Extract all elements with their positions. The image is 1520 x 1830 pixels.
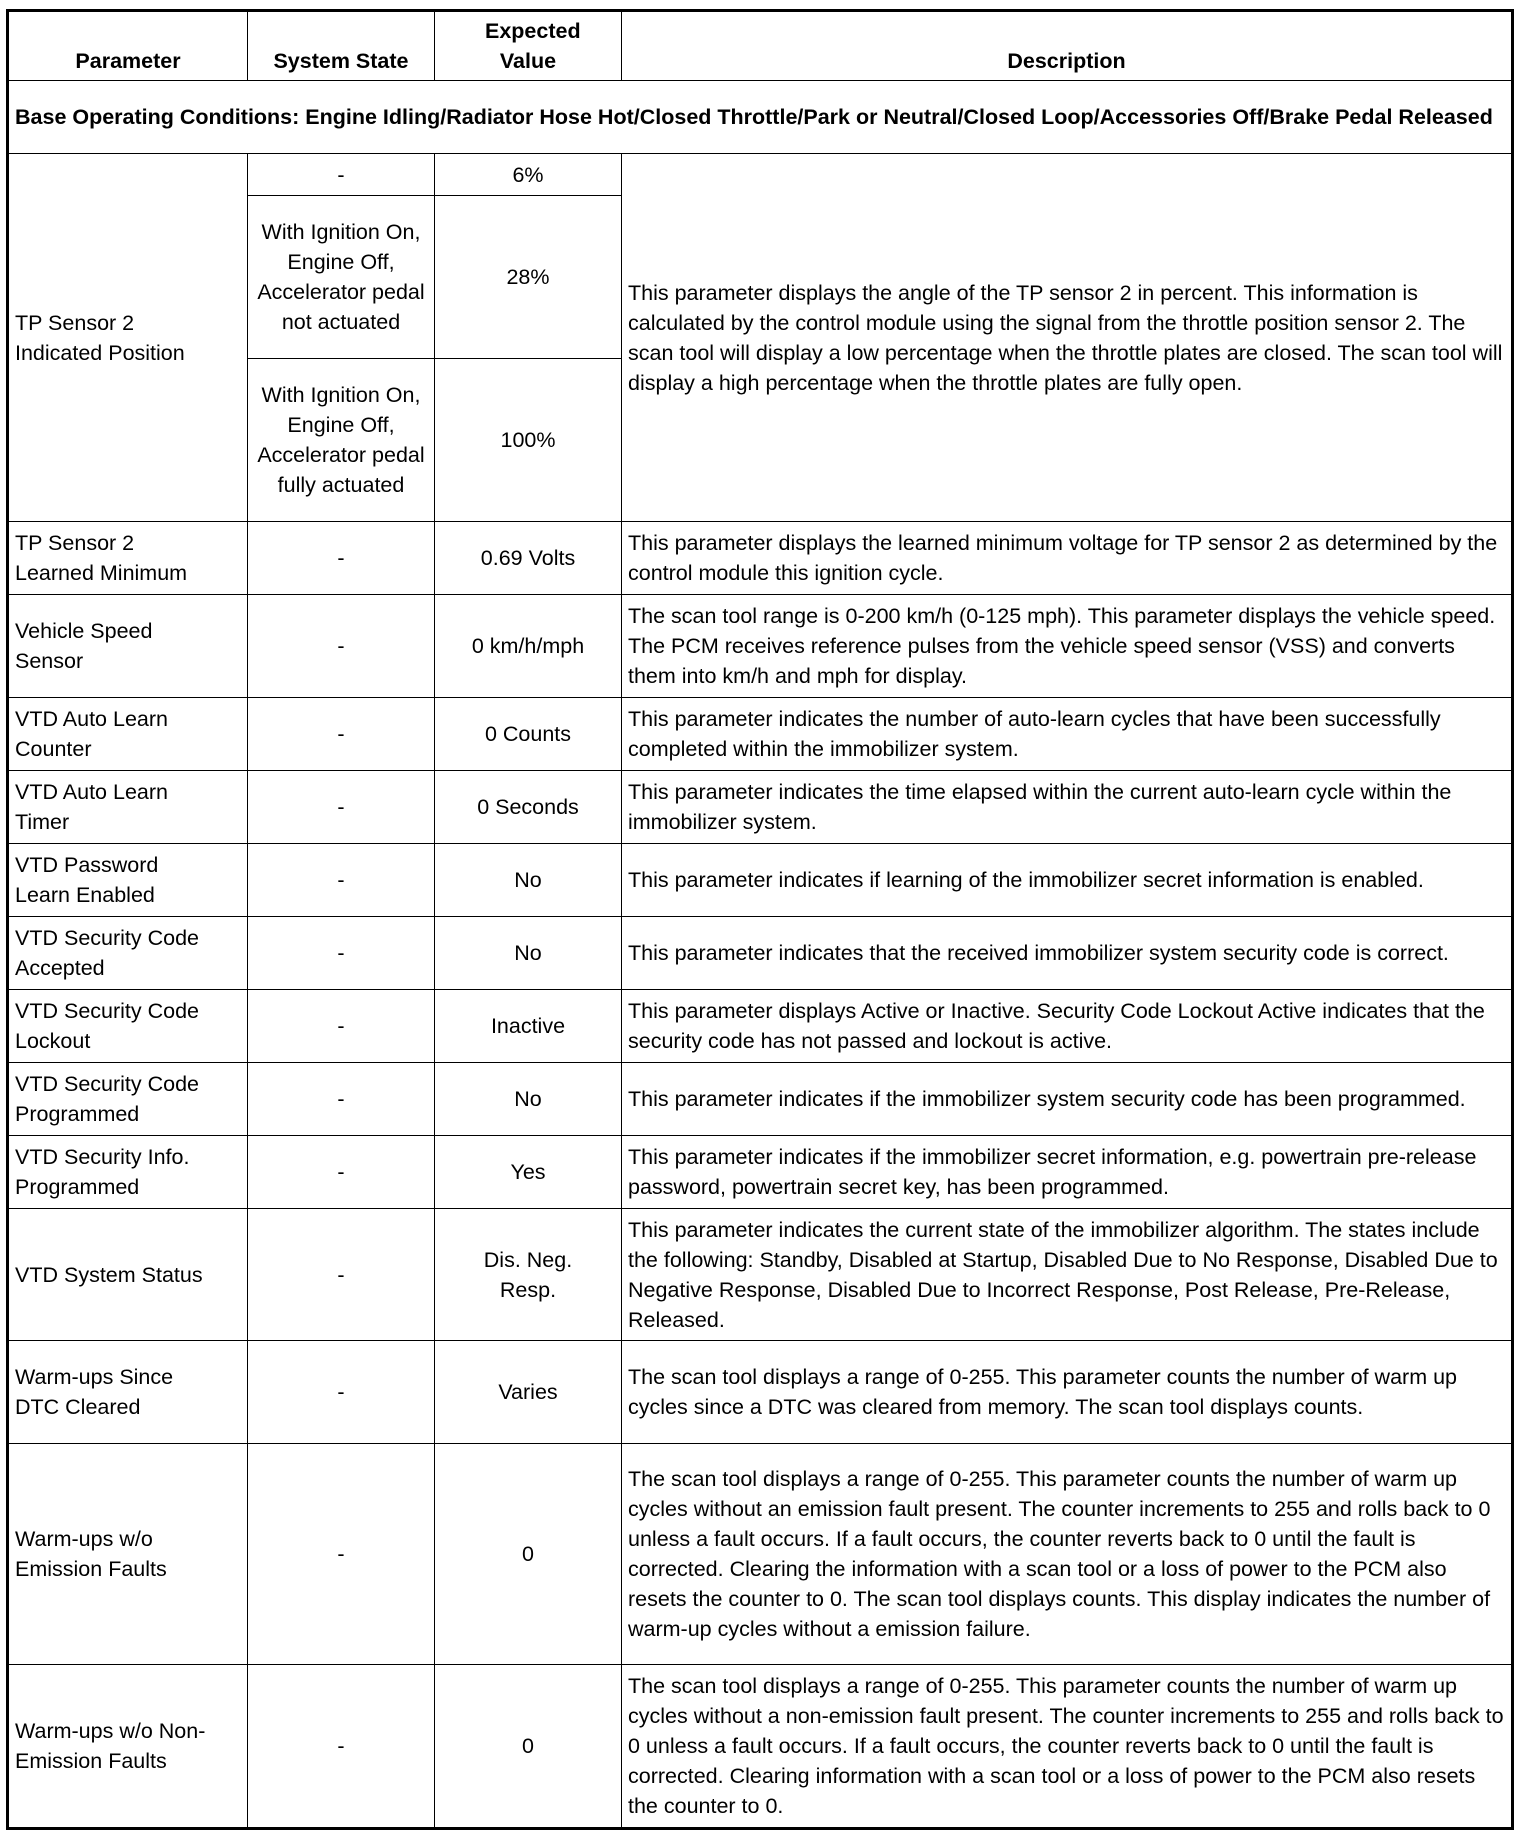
expected-value-cell: 100% <box>435 359 622 522</box>
description-cell: This parameter indicates the number of auto-learn cycles that have been successfully completed within the immobilizer system. <box>622 698 1513 771</box>
table-row <box>8 1444 1513 1665</box>
system-state-cell: - <box>248 522 435 595</box>
table-row <box>8 698 1513 771</box>
system-state-cell: - <box>248 1665 435 1829</box>
table-row <box>8 990 1513 1063</box>
expected-value-cell: No <box>435 1063 622 1136</box>
system-state-cell: - <box>248 1341 435 1444</box>
header-parameter: Parameter <box>8 11 248 81</box>
description-cell: This parameter indicates if learning of the immobilizer secret information is enabled. <box>622 844 1513 917</box>
description-cell: This parameter displays the learned minimum voltage for TP sensor 2 as determined by the control module this ignition cycle. <box>622 522 1513 595</box>
system-state-cell: - <box>248 698 435 771</box>
table-row <box>8 1209 1513 1341</box>
header-description: Description <box>622 11 1513 81</box>
table-row <box>8 917 1513 990</box>
table-row <box>8 522 1513 595</box>
description-cell: The scan tool range is 0-200 km/h (0-125 mph). This parameter displays the vehicle speed. The PCM receives reference pulses from the vehicle speed sensor (VSS) and converts them into km/h and mph for display. <box>622 595 1513 698</box>
system-state-cell: - <box>248 1444 435 1665</box>
system-state-cell: - <box>248 595 435 698</box>
parameter-cell: VTD Password Learn Enabled <box>8 844 248 917</box>
expected-value-cell: 6% <box>435 154 622 196</box>
description-cell: The scan tool displays a range of 0-255. This parameter counts the number of warm up cycles without an emission fault present. The counter increments to 255 and rolls back to 0 unless a fault occurs. If a fault occurs, the counter reverts back to 0 until the fault is corrected. Clearing the information with a scan tool or a loss of power to the PCM also resets the counter to 0. The scan tool displays counts. This display indicates the number of warm-up cycles without a emission failure. <box>622 1444 1513 1665</box>
description-cell: This parameter indicates if the immobilizer system security code has been programmed. <box>622 1063 1513 1136</box>
parameter-cell: VTD Security Code Programmed <box>8 1063 248 1136</box>
header-expected-value: Expected Value <box>435 11 622 81</box>
parameter-cell: VTD Security Code Accepted <box>8 917 248 990</box>
system-state-cell: - <box>248 1136 435 1209</box>
table-row <box>8 1063 1513 1136</box>
table-row <box>8 844 1513 917</box>
table-row <box>8 1136 1513 1209</box>
system-state-cell: - <box>248 154 435 196</box>
expected-value-cell: 0 <box>435 1665 622 1829</box>
header-row <box>8 11 1513 81</box>
parameter-cell: VTD Security Code Lockout <box>8 990 248 1063</box>
description-cell: This parameter indicates the time elapsed within the current auto-learn cycle within the immobilizer system. <box>622 771 1513 844</box>
expected-value-cell: Inactive <box>435 990 622 1063</box>
parameter-cell: Warm-ups Since DTC Cleared <box>8 1341 248 1444</box>
description-cell: The scan tool displays a range of 0-255. This parameter counts the number of warm up cycles since a DTC was cleared from memory. The scan tool displays counts. <box>622 1341 1513 1444</box>
header-system-state: System State <box>248 11 435 81</box>
parameter-cell: VTD Auto Learn Counter <box>8 698 248 771</box>
base-conditions-row <box>8 81 1513 154</box>
system-state-cell: With Ignition On, Engine Off, Accelerator pedal fully actuated <box>248 359 435 522</box>
expected-value-cell: 0 Seconds <box>435 771 622 844</box>
parameter-cell: Vehicle Speed Sensor <box>8 595 248 698</box>
expected-value-cell: Varies <box>435 1341 622 1444</box>
parameter-cell: TP Sensor 2 Indicated Position <box>8 154 248 522</box>
expected-value-cell: 0 km/h/mph <box>435 595 622 698</box>
parameter-cell: Warm-ups w/o Non-Emission Faults <box>8 1665 248 1829</box>
description-cell: This parameter indicates if the immobilizer secret information, e.g. powertrain pre-release password, powertrain secret key, has been programmed. <box>622 1136 1513 1209</box>
table-row <box>8 154 1513 196</box>
expected-value-cell: 0 <box>435 1444 622 1665</box>
expected-value-cell: No <box>435 917 622 990</box>
expected-value-cell: 0.69 Volts <box>435 522 622 595</box>
expected-value-cell: 0 Counts <box>435 698 622 771</box>
system-state-cell: - <box>248 917 435 990</box>
system-state-cell: - <box>248 771 435 844</box>
description-cell: This parameter indicates that the received immobilizer system security code is correct. <box>622 917 1513 990</box>
system-state-cell: With Ignition On, Engine Off, Accelerator pedal not actuated <box>248 196 435 359</box>
parameter-cell: VTD Auto Learn Timer <box>8 771 248 844</box>
expected-value-cell: 28% <box>435 196 622 359</box>
description-cell: The scan tool displays a range of 0-255. This parameter counts the number of warm up cycles without a non-emission fault present. The counter increments to 255 and rolls back to 0 unless a fault occurs. If a fault occurs, the counter reverts back to 0 until the fault is corrected. Clearing information with a scan tool or a loss of power to the PCM also resets the counter to 0. <box>622 1665 1513 1829</box>
table-row <box>8 595 1513 698</box>
description-cell: This parameter displays the angle of the TP sensor 2 in percent. This information is calculated by the control module using the signal from the throttle position sensor 2. The scan tool will display a low percentage when the throttle plates are closed. The scan tool will display a high percentage when the throttle plates are fully open. <box>622 154 1513 522</box>
base-conditions: Base Operating Conditions: Engine Idling/Radiator Hose Hot/Closed Throttle/Park or Neutral/Closed Loop/Accessories Off/Brake Pedal Released <box>8 81 1513 154</box>
parameter-cell: VTD Security Info. Programmed <box>8 1136 248 1209</box>
system-state-cell: - <box>248 844 435 917</box>
system-state-cell: - <box>248 1209 435 1341</box>
table-row <box>8 771 1513 844</box>
parameter-table <box>6 9 1514 1830</box>
description-cell: This parameter indicates the current state of the immobilizer algorithm. The states include the following: Standby, Disabled at Startup, Disabled Due to No Response, Disabled Due to Negative Response, Disabled Due to Incorrect Response, Post Release, Pre-Release, Released. <box>622 1209 1513 1341</box>
description-cell: This parameter displays Active or Inactive. Security Code Lockout Active indicates that the security code has not passed and lockout is active. <box>622 990 1513 1063</box>
expected-value-cell: No <box>435 844 622 917</box>
expected-value-cell: Dis. Neg. Resp. <box>435 1209 622 1341</box>
expected-value-cell: Yes <box>435 1136 622 1209</box>
table-row <box>8 1665 1513 1829</box>
parameter-cell: TP Sensor 2 Learned Minimum <box>8 522 248 595</box>
parameter-cell: Warm-ups w/o Emission Faults <box>8 1444 248 1665</box>
parameter-cell: VTD System Status <box>8 1209 248 1341</box>
table-row <box>8 1341 1513 1444</box>
system-state-cell: - <box>248 990 435 1063</box>
system-state-cell: - <box>248 1063 435 1136</box>
